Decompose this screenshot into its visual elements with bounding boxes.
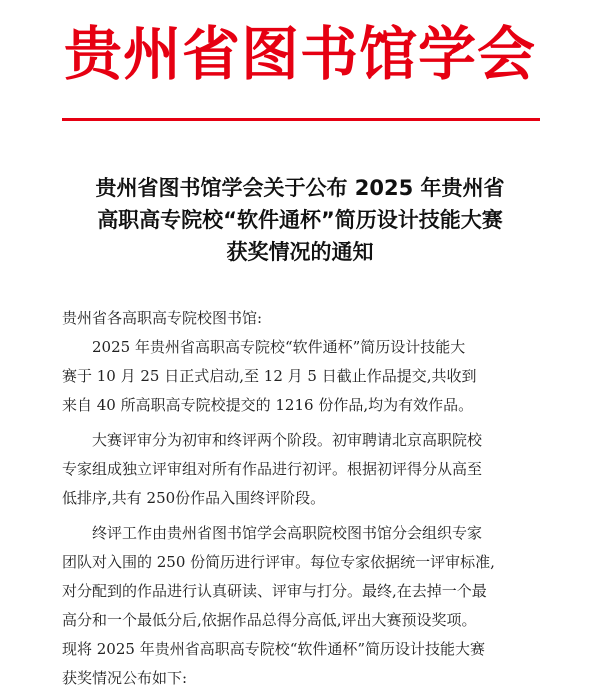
paragraph-line: 赛于 10 月 25 日正式启动,至 12 月 5 日截止作品提交,共收到 [62,367,477,385]
notice-title-line: 贵州省图书馆学会关于公布 2025 年贵州省 [95,176,505,200]
notice-title [40,172,560,268]
paragraph-line: 2025 年贵州省高职高专院校“软件通杯”简历设计技能大 [92,338,466,356]
paragraph-line: 现将 2025 年贵州省高职高专院校“软件通杯”简历设计技能大赛 [62,640,486,658]
notice-title-line: 获奖情况的通知 [226,240,374,264]
paragraph-line: 团队对入围的 250 份简历进行评审。每位专家依据统一评审标准, [62,553,495,571]
paragraph-line: 对分配到的作品进行认真研读、评审与打分。最终,在去掉一个最 [62,582,487,600]
paragraph-1 [62,333,550,420]
paragraph-line: 终评工作由贵州省图书馆学会高职院校图书馆分会组织专家 [92,524,483,542]
salutation: 贵州省各高职高专院校图书馆: [62,309,263,327]
paragraph-line: 专家组成独立评审组对所有作品进行初评。根据初评得分从高至 [62,460,483,478]
paragraph-line: 大赛评审分为初审和终评两个阶段。初审聘请北京高职院校 [92,431,483,449]
paragraph-2 [62,426,550,513]
paragraph-line: 来自 40 所高职高专院校提交的 1216 份作品,均为有效作品。 [62,396,474,414]
paragraph-line: 获奖情况公布如下: [62,669,188,687]
notice-body [62,304,550,693]
red-divider-line [62,118,540,121]
paragraph-line: 低排序,共有 250份作品入围终评阶段。 [62,489,326,507]
org-header-title: 贵州省图书馆学会 [63,20,536,88]
notice-title-line: 高职高专院校“软件通杯”简历设计技能大赛 [97,208,503,232]
paragraph-line: 高分和一个最低分后,依据作品总得分高低,评出大赛预设奖项。 [62,611,477,629]
paragraph-3 [62,519,550,693]
